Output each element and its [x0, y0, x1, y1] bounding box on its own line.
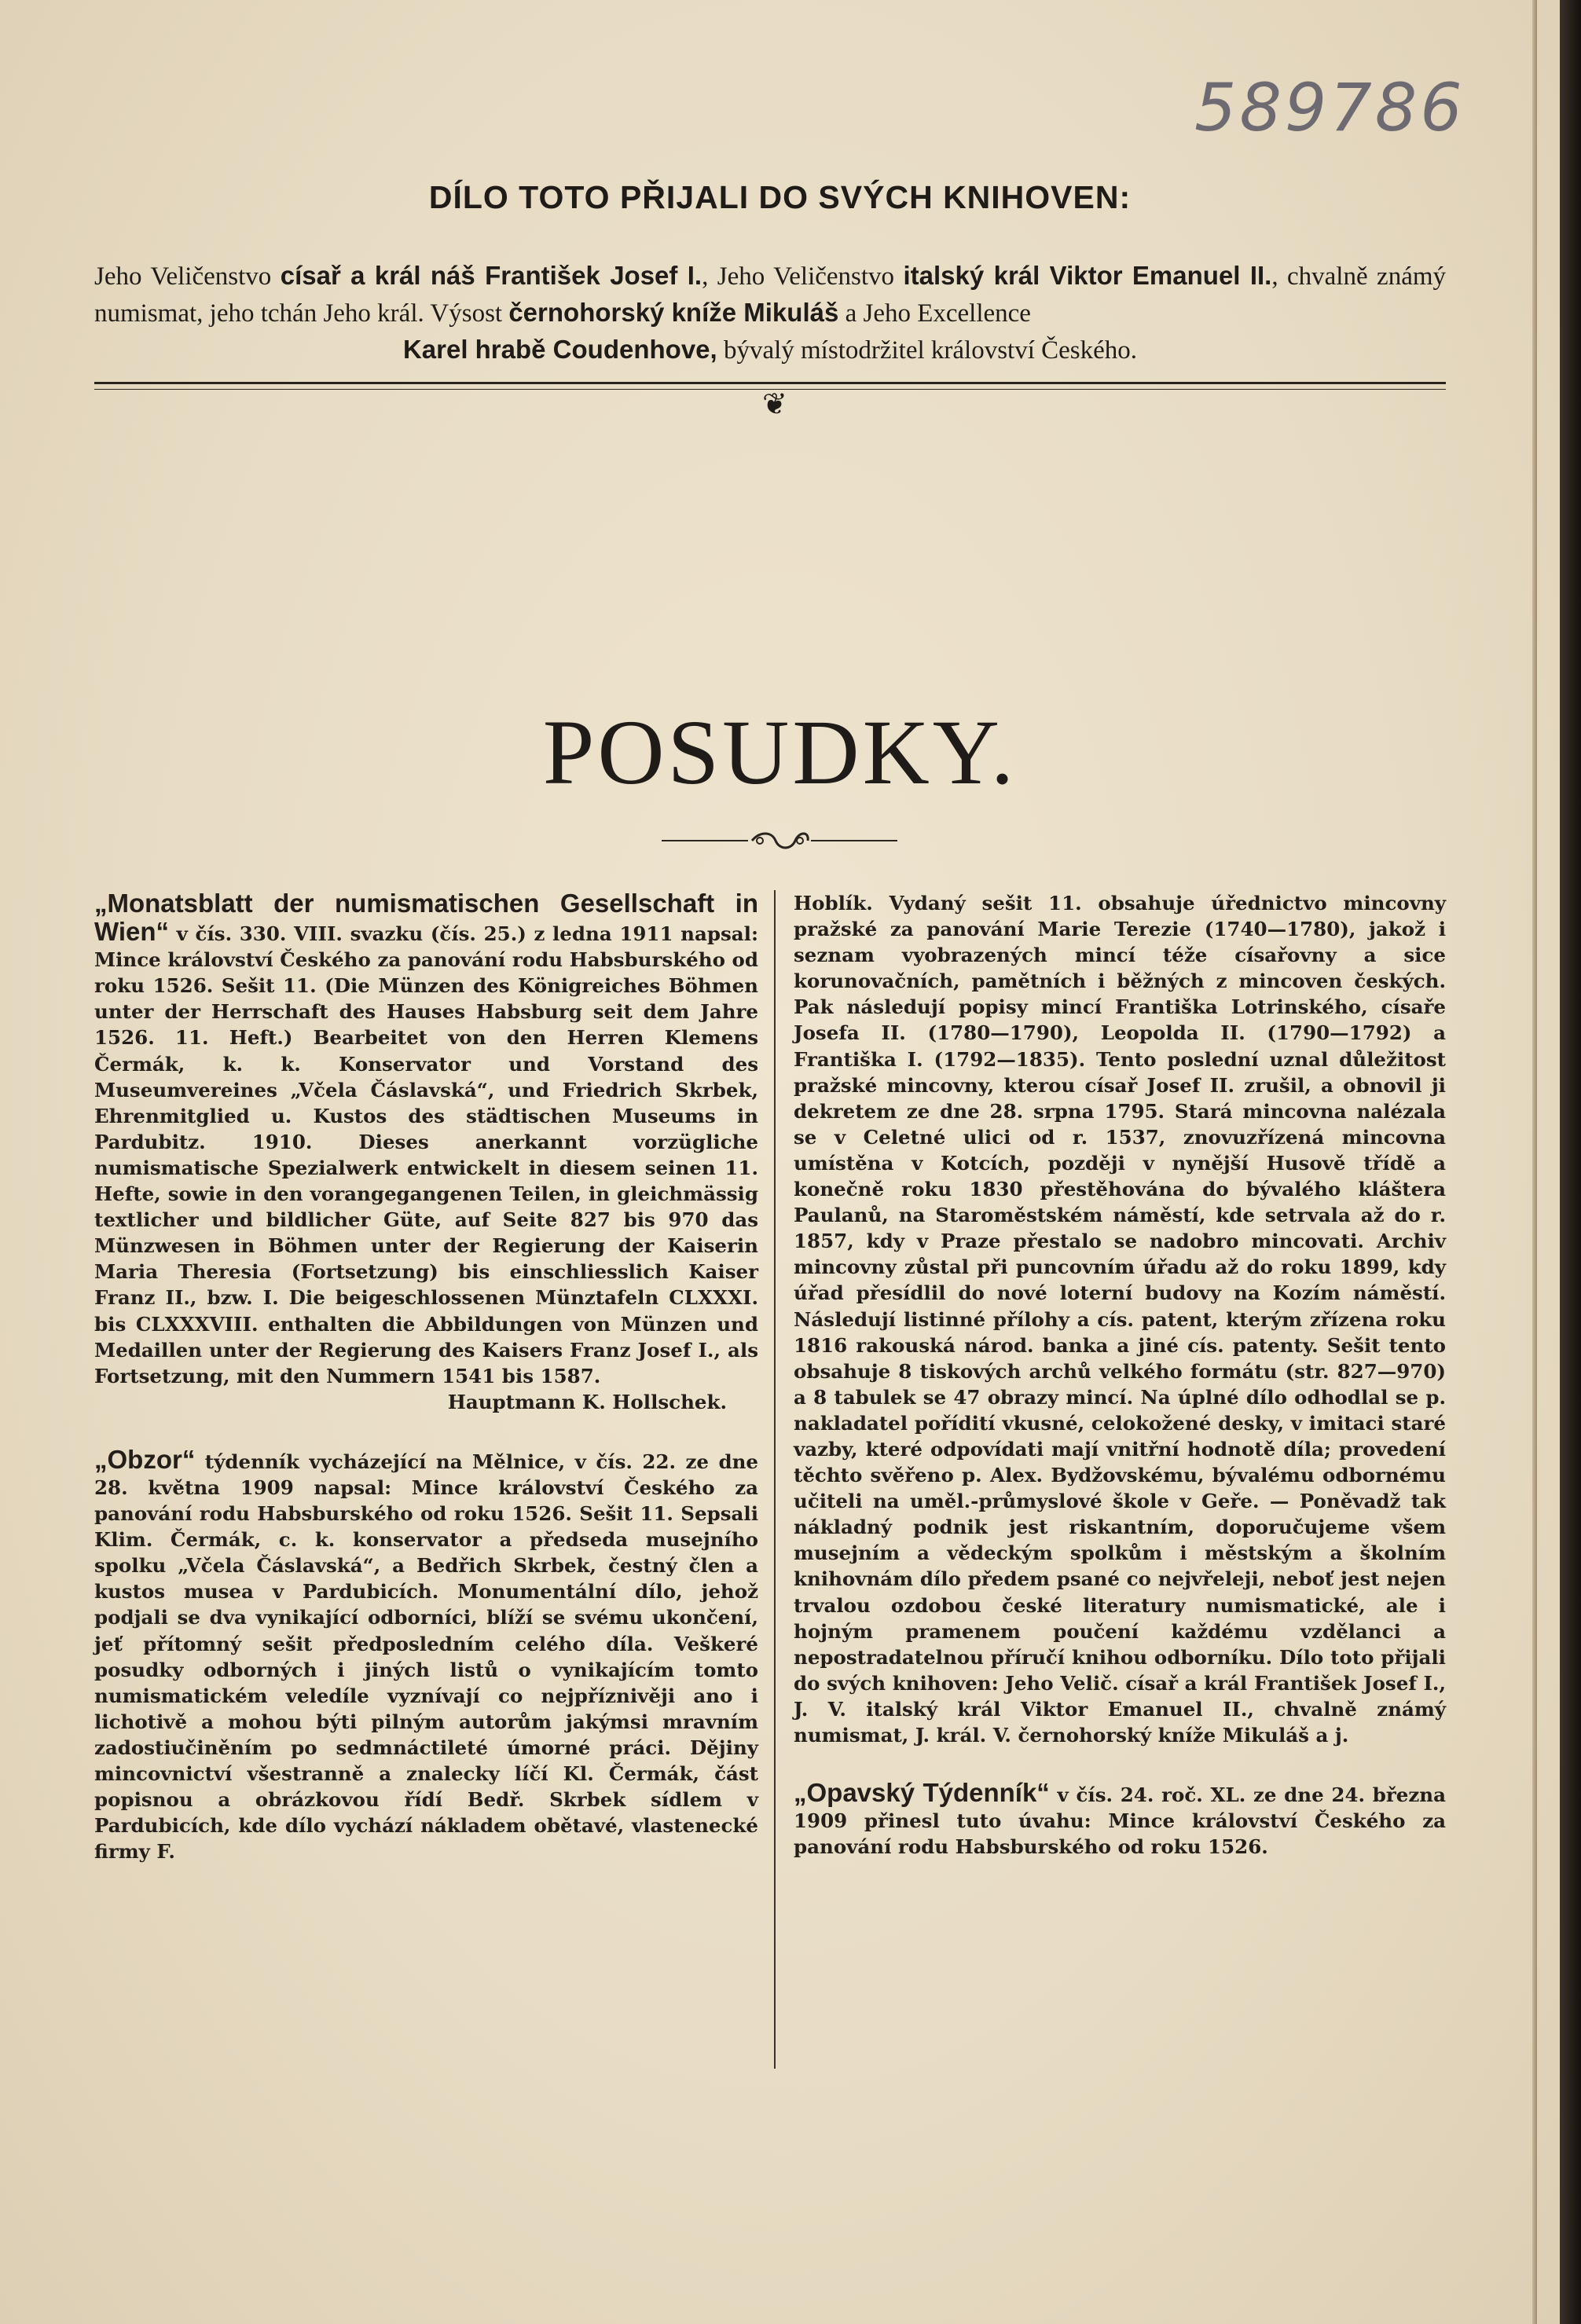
- intro-text: Jeho Veličenstvo: [94, 262, 281, 291]
- divider-rule: [94, 382, 1446, 384]
- spine-fold: [1532, 0, 1537, 2324]
- intro-bold: císař a král náš František Josef I.: [280, 261, 702, 290]
- intro-text: a Jeho Excellence: [838, 299, 1031, 328]
- page-title: POSUDKY.: [542, 701, 1018, 804]
- review-monatsblatt: [94, 890, 758, 1389]
- review-text: týdenník vycházející na Mělnice, v čís. 22. ze dne 28. května 1909 napsal: Mince království Českého za panování rodu Habsburského od roku 1526. Sešit 11. Sepsali Klim. Čermák, c. k. konservator a předseda musejního spolku „Včela Čáslavská“, a Bedřich Skrbek, čestný člen a kustos musea v Pardubicích. Monumentální dílo, jehož podjali se dva vynikající odborníci, blíží se svému ukončení, jeť přítomný sešit předposledním celého díla. Veškeré posudky odborných i jiných listů o vynikajícím tomto numismatickém veledíle vyznívají co nejpříznivěji ano i lichotivě a mohou býti pilným autorům jakýmsi mravním zadostiučiněním po sedmnáctileté úmorné práci. Dějiny mincovnictví všestranně a znalecky líčí Kl. Čermák, část popisnou a obrázkovou řídí Bedř. Skrbek sídlem v Pardubicích, kde dílo vychází nákladem obětavé, vlastenecké firmy F.: [94, 1450, 758, 1864]
- intro-text: bývalý místodržitel království Českého.: [717, 336, 1138, 365]
- intro-text: , Jeho Veličenstvo: [702, 262, 904, 291]
- review-text: v čís. 330. VIII. svazku (čís. 25.) z ledna 1911 napsal: Mince království Českého za panování rodu Habsburského od roku 1526. Sešit 11. (Die Münzen des Königreiches Böhmen unter der Herrschaft des Hauses Habsburg seit dem Jahre 1526. 11. Heft.) Bearbeitet von den Herren Klemens Čermák, k. k. Konservator und Vorstand des Museumvereines „Včela Čáslavská“, und Friedrich Skrbek, Ehrenmitglied u. Kustos des städtischen Museums in Pardubitz. 1910. Dieses anerkannt vorzügliche numismatische Spezialwerk entwickelt in diesem seinen 11. Hefte, sowie in den vorangegangenen Teilen, in gleichmässig textlicher und bildlicher Güte, auf Seite 827 bis 970 das Münzwesen in Böhmen unter der Regierung der Kaiserin Maria Theresia (Fortsetzung) bis einschliesslich Kaiser Franz II., bzw. I. Die beigeschlossenen Münztafeln CLXXXI. bis CLXXXVIII. enthalten die Abbildungen von Münzen und Medaillen unter der Regierung des Kaisers Franz Josef I., als Fortsetzung, mit den Nummern 1541 bis 1587.: [94, 922, 758, 1387]
- intro-bold: italský král Viktor Emanuel II.: [903, 261, 1272, 290]
- heading: DÍLO TOTO PŘIJALI DO SVÝCH KNIHOVEN:: [428, 179, 1132, 215]
- review-source: „Opavský Týdenník“: [794, 1778, 1050, 1808]
- intro-paragraph: [94, 258, 1446, 368]
- handwritten-catalog-number: 589786: [1194, 69, 1465, 146]
- intro-bold: černohorský kníže Mikuláš: [508, 298, 839, 327]
- intro-last-line: [94, 332, 1446, 368]
- review-signature: Hauptmann K. Hollschek.: [447, 1390, 727, 1413]
- column-divider: [774, 890, 776, 2069]
- intro-bold: Karel hrabě Coudenhove,: [402, 335, 717, 364]
- review-obzor: [94, 1446, 758, 1865]
- review-source: „Monatsblatt der numismatischen Gesellschaft in Wien“: [94, 889, 758, 947]
- left-column: [94, 890, 758, 1864]
- review-text: v čís. 24. roč. XL. ze dne 24. března 1909 přinesl tuto úvahu: Mince království Českého za panování rodu Habsburského od roku 1526.: [794, 1783, 1446, 1859]
- intro-text: , chvalně známý numismat, jeho tchán Jeho král. Výsost: [94, 262, 1447, 328]
- flourish-ornament-icon: [662, 829, 897, 852]
- review-obzor-continuation: Hoblík. Vydaný sešit 11. obsahuje úřednictvo mincovny pražské za panování Marie Terezie (1740—1780), jakož i seznam vyobrazených mincí téže císařovny a sice korunovačních, pamětních i běžných z mincoven českých. Pak následují popisy mincí Františka Lotrinského, císaře Josefa II. (1780—1790), Leopolda II. (1790—1792) a Františka I. (1792—1835). Tento poslední uznal důležitost pražské mincovny, kterou císař Josef II. zrušil, a obnovil ji dekretem ze dne 28. srpna 1795. Stará mincovna nalézala se v Celetné ulici od r. 1537, znovuzřízená mincovna umístěna v Kotcích, později v nynější Husově třídě a konečně roku 1830 přestěhována do bývalého kláštera Paulanů, na Staroměstském náměstí, kde setrvala až do r. 1857, kdy v Praze přestalo se nadobro mincovati. Archiv mincovny zůstal při puncovním úřadu až do roku 1899, kdy úřad přesídlil do nové loterní budovy na Kozím náměstí. Následují listinné přílohy a cís. patent, kterým zřízena roku 1816 rakouská národ. banka a jiné cís. patenty. Sešit tento obsahuje 8 tiskových archů velkého formátu (str. 827—970) a 8 tabulek se 47 obrazy mincí. Na úplné dílo odhodlal se p. nakladatel pořídití vkusné, celokožené desky, v imitaci staré vazby, které odpovídati mají vnitřní hodnotě díla; provedení těchto svěřeno p. Alex. Bydžovskému, bývalému odbornému učiteli na uměl.-průmyslové škole v Geře. — Poněvadž tak nákladný podnik jest riskantním, doporučujeme všem musejním a vědeckým spolkům i městským a školním knihovnám dílo předem psané co nejvřeleji, neboť jest nejen trvalou ozdobou české literatury numismatické, ale i hojným pramenem poučení každému vzdělanci a nepostradatelnou příručí knihou odborníku. Dílo toto přijali do svých knihoven: Jeho Velič. císař a král František Josef I., J. V. italský král Viktor Emanuel II., chvalně známý numismat, J. král. V. černohorský kníže Mikuláš a j.: [794, 892, 1446, 1747]
- review-opavsky: [794, 1780, 1446, 1860]
- review-source: „Obzor“: [94, 1444, 196, 1474]
- book-edge: [1560, 0, 1581, 2324]
- leaf-ornament-icon: ❦: [762, 388, 787, 421]
- right-column: [794, 890, 1446, 1860]
